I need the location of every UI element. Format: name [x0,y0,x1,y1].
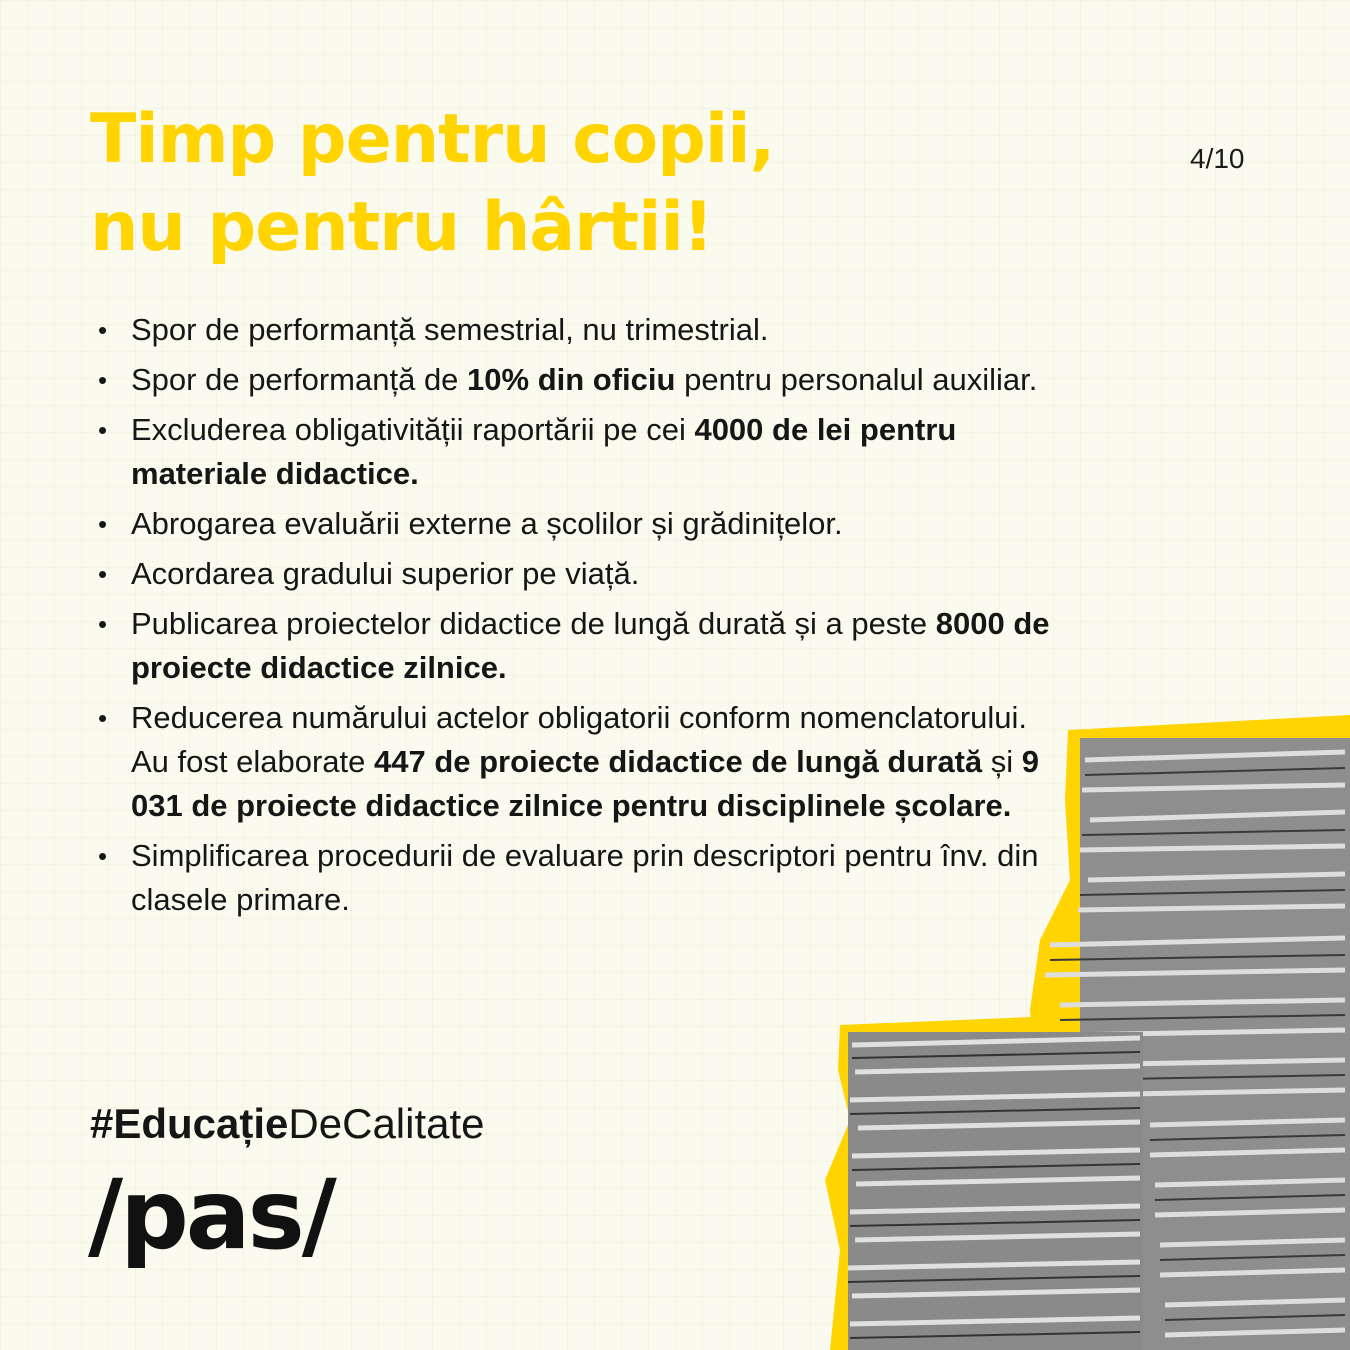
title-line-2: nu pentru hârtii! [90,188,713,267]
bullet-item: • Simplificarea procedurii de evaluare prin descriptori pentru înv. din clasele primare. [98,834,1058,922]
bullet-item: • Acordarea gradului superior pe viață. [98,552,1058,596]
bullet-item: • Abrogarea evaluării externe a școlilor și grădinițelor. [98,502,1058,546]
bullet-item: • Spor de performanță de 10% din oficiu pentru personalul auxiliar. [98,358,1058,402]
page-indicator: 4/10 [1190,143,1245,174]
bullet-item: • Reducerea numărului actelor obligatorii conform nomenclatorului. Au fost elaborate 447 de proiecte didactice de lungă durată și 9 031 de proiecte didactice zilnice pentru disciplinele școlare. [98,696,1058,828]
hashtag-rest: DeCalitate [288,1100,485,1147]
title-line-1: Timp pentru copii, [90,100,775,179]
bullet-item: • Excluderea obligativității raportării pe cei 4000 de lei pentru materiale didactice. [98,408,1058,496]
bullet-item: • Spor de performanță semestrial, nu trimestrial. [98,308,1058,352]
pas-logo: /pas/ [88,1159,334,1271]
hashtag-bold: #Educație [90,1100,289,1147]
paper-stack-bottom-left [848,1032,1143,1350]
bullet-item: • Publicarea proiectelor didactice de lungă durată și a peste 8000 de proiecte didactice zilnice. [98,602,1058,690]
